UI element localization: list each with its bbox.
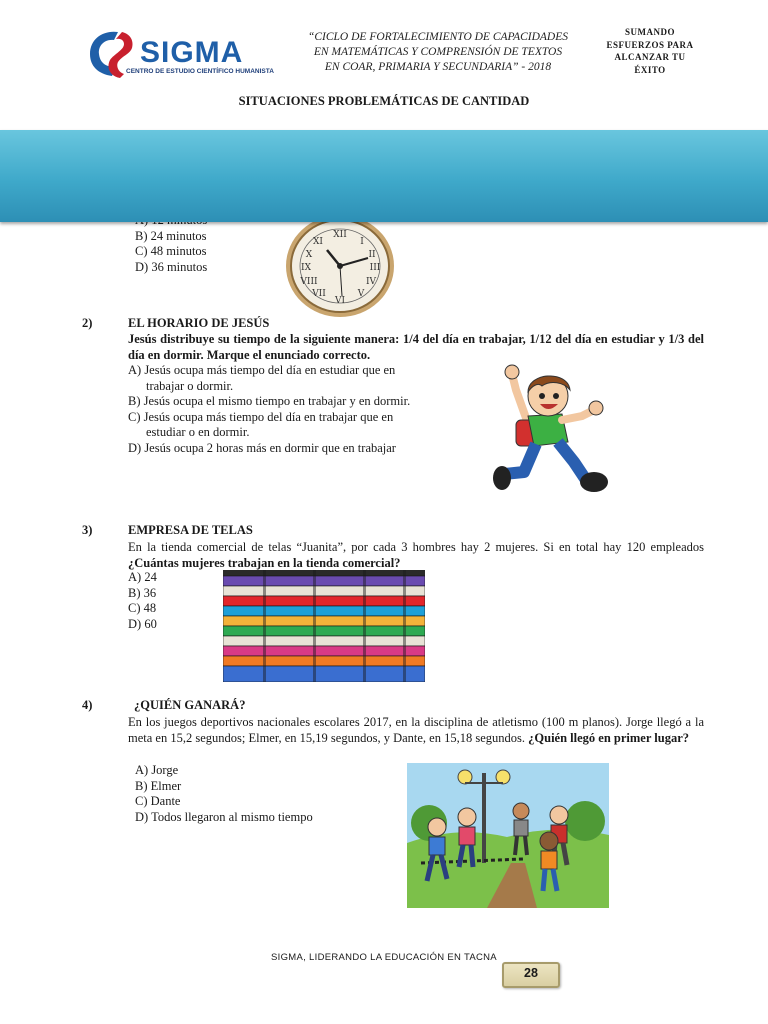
document-title: SITUACIONES PROBLEMÁTICAS DE CANTIDAD (238, 94, 530, 108)
q4-body: En los juegos deportivos nacionales escolares 2017, en la disciplina de atletismo (100 m planos). Jorge llegó a la meta en 15,2 segundos; Elmer, en 15,19 segundos, y Dante, en 15,18 segundos. ¿Quién llegó en primer lugar? (128, 715, 704, 745)
q4-option-c: C) Dante (135, 794, 181, 808)
q1-option-d: D) 36 minutos (135, 259, 208, 274)
svg-text:X: X (305, 250, 313, 260)
svg-text:II: II (368, 250, 376, 260)
svg-text:VI: VI (334, 296, 346, 306)
q1-options (135, 213, 207, 275)
q3-title: EMPRESA DE TELAS (128, 523, 253, 537)
q2-option-a: A) Jesús ocupa más tiempo del día en estudiar que en trabajar o dormir. (128, 363, 396, 393)
page-number: 28 (524, 966, 538, 980)
q1-option-c: C) 48 minutos (135, 244, 207, 258)
q4-title: ¿QUIÉN GANARÁ? (134, 698, 246, 712)
svg-text:VIII: VIII (300, 277, 318, 287)
footer-text: SIGMA, LIDERANDO LA EDUCACIÓN EN TACNA (271, 952, 497, 963)
q3-option-d: D) 60 (128, 616, 157, 631)
svg-text:V: V (357, 289, 365, 299)
fabric-rolls-image (223, 570, 425, 682)
header-banner (0, 130, 768, 222)
q3-option-b: B) 36 (128, 585, 157, 600)
q3-options (128, 570, 157, 632)
q3-option-a: A) 24 (128, 570, 157, 584)
q2-option-d: D) Jesús ocupa 2 horas más en dormir que en trabajar (128, 440, 396, 455)
svg-text:XII: XII (333, 230, 347, 240)
q2-options (128, 363, 488, 456)
q3-option-c: C) 48 (128, 601, 157, 615)
svg-text:XI: XI (313, 237, 323, 247)
q4-option-a: A) Jorge (135, 763, 179, 777)
logo-wordmark: SIGMA (140, 36, 244, 69)
running-boy-image (490, 362, 614, 500)
slogan: SUMANDO ESFUERZOS PARA ALCANZAR TU ÉXITO (606, 27, 694, 75)
q2-option-c: C) Jesús ocupa más tiempo del día en trabajar que en estudiar o en dormir. (128, 409, 394, 439)
q4-option-d: D) Todos llegaron al mismo tiempo (135, 809, 313, 824)
svg-text:III: III (369, 263, 381, 273)
q2-number: 2) (82, 316, 93, 330)
q1-option-b: B) 24 minutos (135, 228, 207, 243)
kids-race-image (407, 763, 609, 908)
q2-title: EL HORARIO DE JESÚS (128, 316, 270, 330)
svg-text:IV: IV (365, 277, 377, 287)
logo-subtitle: CENTRO DE ESTUDIO CIENTÍFICO HUMANISTA (126, 68, 274, 75)
q4-option-b: B) Elmer (135, 778, 182, 793)
svg-text:I: I (360, 237, 364, 247)
svg-text:IX: IX (301, 263, 311, 273)
q4-options (135, 763, 313, 825)
clock-image (284, 210, 396, 318)
svg-text:VII: VII (312, 289, 326, 299)
q4-number: 4) (82, 698, 93, 712)
q2-body: Jesús distribuye su tiempo de la siguiente manera: 1/4 del día en trabajar, 1/12 del día en estudiar y 1/3 del día en dormir. Marque el enunciado correcto. (128, 332, 704, 362)
q3-body: En la tienda comercial de telas “Juanita”, por cada 3 hombres hay 2 mujeres. Si en total hay 120 empleados ¿Cuántas mujeres trabajan en la tienda comercial? (128, 540, 704, 570)
cycle-title: “CICLO DE FORTALECIMIENTO DE CAPACIDADES EN MATEMÁTICAS Y COMPRENSIÓN DE TEXTOS EN COAR, PRIMARIA Y SECUNDARIA” - 2018 (307, 31, 569, 73)
q2-option-b: B) Jesús ocupa el mismo tiempo en trabajar y en dormir. (128, 394, 411, 408)
q3-number: 3) (82, 523, 93, 537)
